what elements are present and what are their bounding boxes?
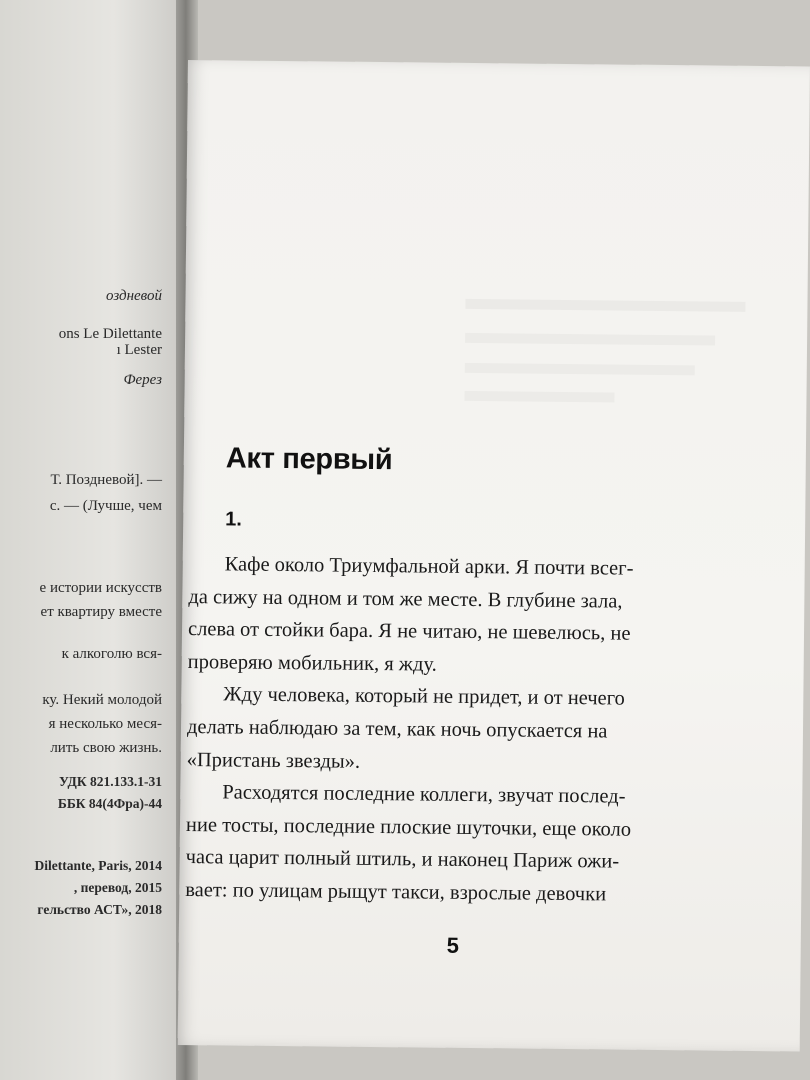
text-line: да сижу на одном и том же месте. В глубине зала,: [188, 585, 623, 613]
body-text: [185, 548, 709, 912]
chapter-number: 1.: [225, 508, 242, 531]
left-page-copyright: , перевод, 2015: [73, 880, 162, 895]
left-page-line: с. — (Лучше, чем: [49, 498, 162, 514]
text-line: проверяю мобильник, я жду.: [187, 650, 437, 676]
text-line: Жду человека, который не придет, и от нечего: [223, 683, 625, 710]
left-page-copyright: Dilettante, Paris, 2014: [34, 858, 162, 873]
left-page-line: лить свою жизнь.: [50, 740, 162, 756]
show-through-shadow: [465, 299, 745, 312]
left-page: [0, 0, 190, 1080]
left-page-line: ет квартиру вместе: [40, 604, 162, 620]
left-page-line: Т. Поздневой]. —: [50, 472, 162, 488]
page-number: 5: [446, 932, 460, 958]
show-through-shadow: [464, 391, 614, 403]
text-line: Кафе около Триумфальной арки. Я почти всег-: [224, 553, 634, 580]
text-line: ние тосты, последние плоские шуточки, еще около: [185, 813, 632, 841]
text-line: вает: по улицам рыщут такси, взрослые девочки: [185, 878, 607, 906]
show-through-shadow: [465, 333, 715, 346]
left-page-line: я несколько меся-: [48, 716, 162, 732]
right-page: [178, 60, 810, 1051]
text-line: «Пристань звезды».: [186, 748, 361, 773]
left-page-line: к алкоголю вся-: [61, 646, 162, 662]
left-page-copyright: гельство АСТ», 2018: [37, 902, 162, 917]
left-page-line: е истории искусств: [39, 580, 162, 596]
text-line: слева от стойки бара. Я не читаю, не шевелюсь, не: [187, 618, 631, 645]
left-page-udk: УДК 821.133.1-31: [59, 774, 162, 789]
show-through-shadow: [465, 363, 695, 375]
left-page-bbk: ББК 84(4Фра)-44: [57, 796, 162, 811]
act-heading: Акт первый: [225, 442, 393, 477]
left-page-line: Ферез: [123, 372, 162, 388]
left-page-line: ons Le Dilettante: [58, 326, 162, 342]
left-page-line: оздневой: [106, 288, 162, 304]
text-line: Расходятся последние коллеги, звучат послед-: [222, 781, 626, 808]
text-line: делать наблюдаю за тем, как ночь опускается на: [186, 715, 608, 743]
left-page-line: ı Lester: [116, 342, 162, 358]
text-line: часа царит полный штиль, и наконец Париж ожи-: [185, 846, 620, 873]
left-page-line: ку. Некий молодой: [42, 692, 162, 708]
